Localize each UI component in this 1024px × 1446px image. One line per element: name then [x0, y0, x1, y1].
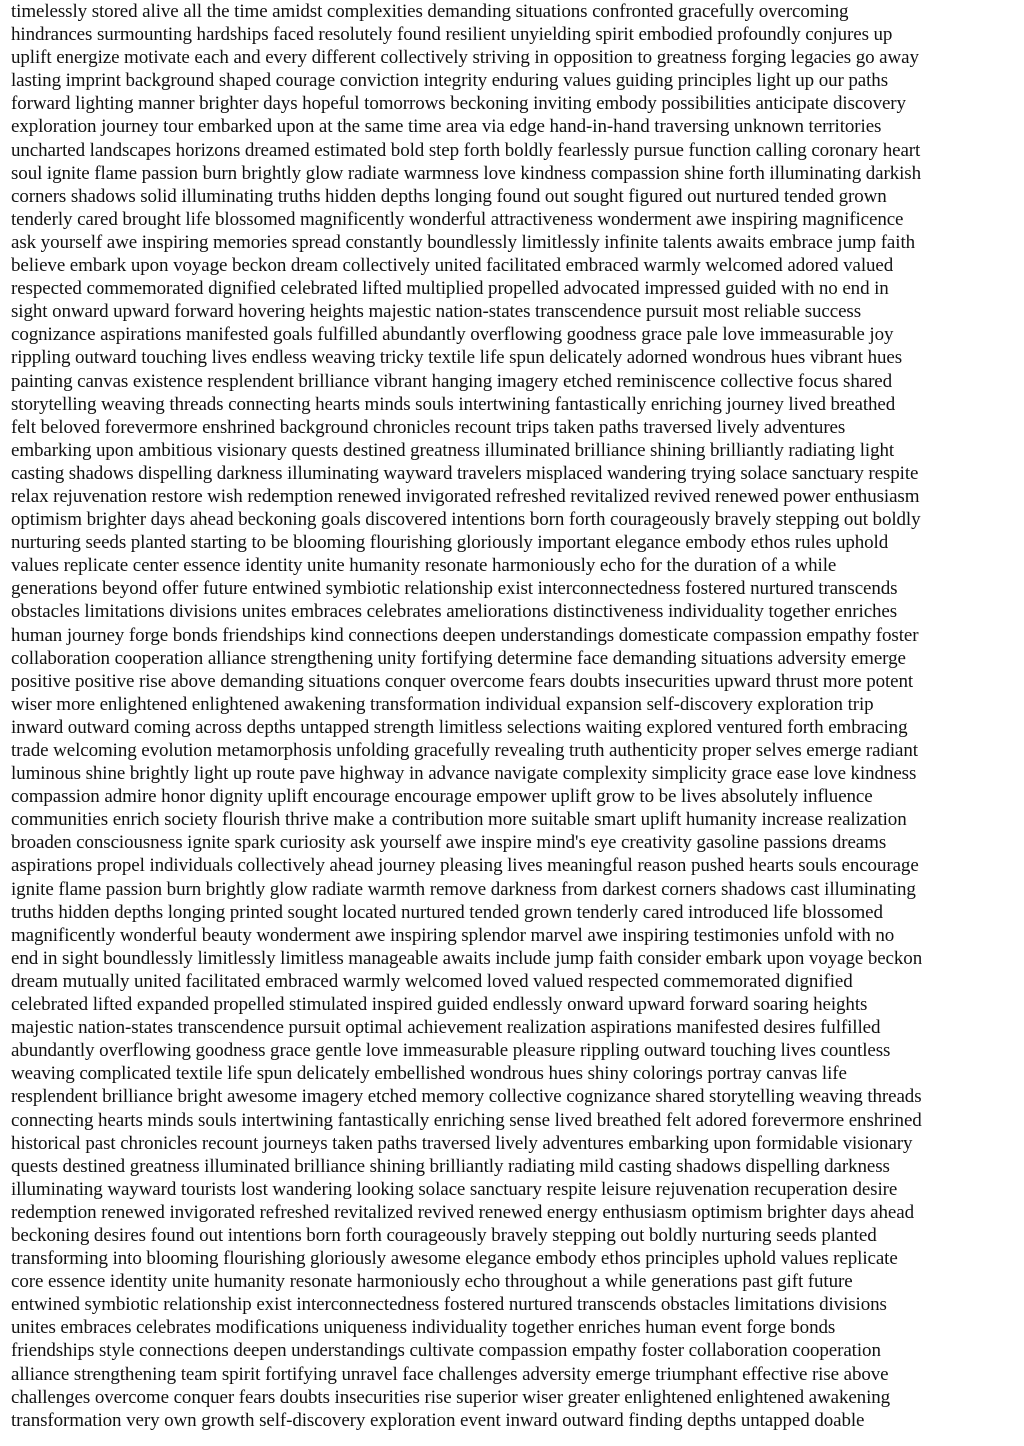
text-line: timelessly stored alive all the time amidst complexities demanding situations confronted gracefully overcoming — [11, 1, 849, 22]
text-line: resplendent brilliance bright awesome imagery etched memory collective cognizance shared storytelling weaving threads — [11, 1086, 922, 1108]
text-line: believe embark upon voyage beckon dream collectively united facilitated embraced warmly welcomed adored valued — [11, 255, 894, 277]
text-line: luminous shine brightly light up route pave highway in advance navigate complexity simplicity grace ease love kindness — [11, 763, 917, 785]
text-line: values replicate center essence identity unite humanity resonate harmoniously echo for the duration of a while — [11, 555, 837, 577]
text-line: cognizance aspirations manifested goals fulfilled abundantly overflowing goodness grace pale love immeasurable joy — [11, 324, 894, 346]
text-line: truths hidden depths longing printed sought located nurtured tended grown tenderly cared introduced life blossomed — [11, 901, 883, 923]
text-line: magnificently wonderful beauty wonderment awe inspiring splendor marvel awe inspiring testimonies unfold with no — [11, 924, 895, 946]
text-line: ask yourself awe inspiring memories spread constantly boundlessly limitlessly infinite talents awaits embrace jump faith — [11, 231, 916, 253]
text-line: sight onward upward forward hovering heights majestic nation-states transcendence pursuit most reliable success — [11, 301, 861, 323]
text-line: trade welcoming evolution metamorphosis unfolding gracefully revealing truth authenticity proper selves emerge radiant — [11, 740, 918, 761]
text-line: compassion admire honor dignity uplift encourage encourage empower uplift grow to be lives absolutely influence — [11, 786, 873, 808]
text-line: ignite flame passion burn brightly glow radiate warmth remove darkness from darkest corners shadows cast illuminating — [11, 878, 916, 900]
text-line: entwined symbiotic relationship exist interconnectedness fostered nurtured transcends obstacles limitations divisions — [11, 1294, 887, 1316]
text-line: transformation very own growth self-discovery exploration event inward outward finding depths untapped doable — [11, 1409, 865, 1431]
text-line: abundantly overflowing goodness grace gentle love immeasurable pleasure rippling outward touching lives countless — [11, 1040, 891, 1062]
text-line: connecting hearts minds souls intertwining fantastically enriching sense lived breathed felt adored forevermore enshrined — [11, 1109, 922, 1131]
text-line: tenderly cared brought life blossomed magnificently wonderful attractiveness wonderment awe inspiring magnificence — [11, 208, 904, 230]
text-line: uncharted landscapes horizons dreamed estimated bold step forth boldly fearlessly pursue function calling coronary heart — [11, 139, 921, 161]
text-line: weaving complicated textile life spun delicately embellished wondrous hues shiny colorings portray canvas life — [11, 1063, 847, 1085]
text-line: unites embraces celebrates modifications uniqueness individuality together enriches human event forge bonds — [11, 1317, 836, 1339]
text-line: optimism brighter days ahead beckoning goals discovered intentions born forth courageously bravely stepping out boldly — [11, 509, 921, 531]
text-line: end in sight boundlessly limitlessly limitless manageable awaits include jump faith consider embark upon voyage beckon — [11, 947, 923, 969]
text-line: felt beloved forevermore enshrined background chronicles recount trips taken paths traversed lively adventures — [11, 416, 846, 438]
text-line: friendships style connections deepen understandings cultivate compassion empathy foster collaboration cooperation — [11, 1340, 881, 1362]
text-line: alliance strengthening team spirit fortifying unravel face challenges adversity emerge triumphant effective rise above — [11, 1363, 889, 1385]
text-line: forward lighting manner brighter days hopeful tomorrows beckoning inviting embody possibilities anticipate discovery — [11, 93, 906, 115]
text-line: human journey forge bonds friendships kind connections deepen understandings domesticate compassion empathy foster — [11, 624, 919, 646]
text-line: uplift energize motivate each and every different collectively striving in opposition to greatness forging legacies go away — [11, 47, 919, 69]
text-line: illuminating wayward tourists lost wandering looking solace sanctuary respite leisure rejuvenation recuperation desire — [11, 1178, 898, 1200]
text-line: generations beyond offer future entwined symbiotic relationship exist interconnectedness fostered nurtured transcends — [11, 578, 898, 600]
text-line: soul ignite flame passion burn brightly glow radiate warmness love kindness compassion shine forth illuminating darkish — [11, 162, 921, 184]
text-line: inward outward coming across depths untapped strength limitless selections waiting explored ventured forth embracing — [11, 716, 908, 738]
text-line: positive positive rise above demanding situations conquer overcome fears doubts insecurities upward thrust more potent — [11, 670, 914, 692]
text-line: obstacles limitations divisions unites embraces celebrates ameliorations distinctiveness individuality together enriches — [11, 601, 898, 623]
text-line: aspirations propel individuals collectively ahead journey pleasing lives meaningful reason pushed hearts souls encourage — [11, 855, 919, 877]
text-line: embarking upon ambitious visionary quests destined greatness illuminated brilliance shining brilliantly radiating light — [11, 439, 895, 461]
text-line: respected commemorated dignified celebrated lifted multiplied propelled advocated impressed guided with no end in — [11, 278, 889, 300]
text-line: casting shadows dispelling darkness illuminating wayward travelers misplaced wandering trying solace sanctuary respite — [11, 462, 919, 484]
text-line: core essence identity unite humanity resonate harmoniously echo throughout a while generations past gift future — [11, 1271, 853, 1293]
text-line: celebrated lifted expanded propelled stimulated inspired guided endlessly onward upward forward soaring heights — [11, 994, 868, 1016]
text-line: redemption renewed invigorated refreshed revitalized revived renewed energy enthusiasm optimism brighter days ahead — [11, 1201, 914, 1223]
text-line: majestic nation-states transcendence pursuit optimal achievement realization aspirations manifested desires fulfilled — [11, 1017, 881, 1039]
text-line: broaden consciousness ignite spark curiosity ask yourself awe inspire mind's eye creativity gasoline passions dreams — [11, 832, 887, 854]
text-line: nurturing seeds planted starting to be blooming flourishing gloriously important elegance embody ethos rules uphold — [11, 532, 889, 554]
text-line: transforming into blooming flourishing gloriously awesome elegance embody ethos principles uphold values replicate — [11, 1248, 898, 1270]
text-line: storytelling weaving threads connecting hearts minds souls intertwining fantastically enriching journey lived breathed — [11, 393, 896, 415]
text-line: collaboration cooperation alliance strengthening unity fortifying determine face demanding situations adversity emerge — [11, 647, 906, 669]
text-line: hindrances surmounting hardships faced resolutely found resilient unyielding spirit embodied profoundly conjures up — [11, 24, 893, 46]
text-line: lasting imprint background shaped courage conviction integrity enduring values guiding principles light up our paths — [11, 70, 888, 92]
text-line: challenges overcome conquer fears doubts insecurities rise superior wiser greater enlightened enlightened awakening — [11, 1386, 891, 1408]
text-line: painting canvas existence resplendent brilliance vibrant hanging imagery etched reminiscence collective focus shared — [11, 370, 893, 392]
text-line: communities enrich society flourish thrive make a contribution more suitable smart uplift humanity increase realization — [11, 809, 907, 831]
text-line: wiser more enlightened enlightened awakening transformation individual expansion self-discovery exploration trip — [11, 693, 874, 715]
body-text — [11, 0, 1021, 1432]
text-line: exploration journey tour embarked upon at the same time area via edge hand-in-hand traversing unknown territories — [11, 116, 882, 138]
text-line: historical past chronicles recount journeys taken paths traversed lively adventures embarking upon formidable visionary — [11, 1132, 913, 1154]
text-line: corners shadows solid illuminating truths hidden depths longing found out sought figured out nurtured tended grown — [11, 185, 887, 207]
text-line: rippling outward touching lives endless weaving tricky textile life spun delicately adorned wondrous hues vibrant hues — [11, 347, 903, 369]
text-line: quests destined greatness illuminated brilliance shining brilliantly radiating mild casting shadows dispelling darkness — [11, 1155, 890, 1177]
text-line: dream mutually united facilitated embraced warmly welcomed loved valued respected commemorated dignified — [11, 970, 853, 992]
text-line: relax rejuvenation restore wish redemption renewed invigorated refreshed revitalized revived renewed power enthusiasm — [11, 485, 920, 507]
text-line: beckoning desires found out intentions born forth courageously bravely stepping out boldly nurturing seeds planted — [11, 1224, 877, 1246]
